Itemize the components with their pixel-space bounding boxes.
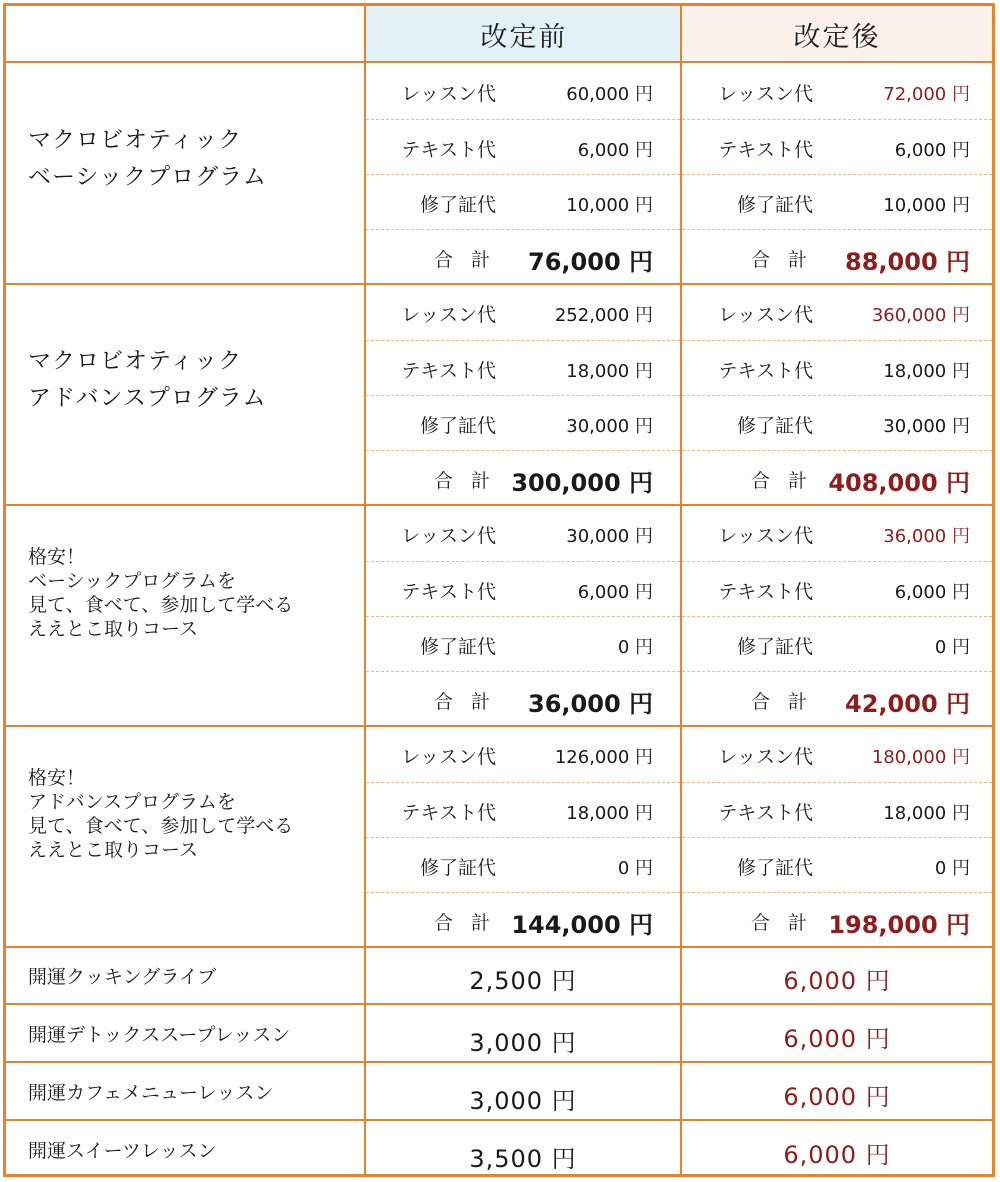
- total-label: 合 計: [433, 248, 496, 271]
- before-text-amount: 6,000 円: [577, 139, 653, 161]
- course-name-line: マクロビオティック: [28, 347, 243, 374]
- course-name: [6, 726, 366, 947]
- before-price: 3,000 円: [469, 1087, 577, 1115]
- row-separator: [682, 561, 992, 562]
- row-separator: [682, 340, 992, 341]
- fee-label-text: テキスト代: [718, 359, 813, 382]
- fee-label-text: テキスト代: [401, 801, 496, 824]
- total-label: 合 計: [433, 690, 496, 713]
- before-total-amount: 144,000 円: [511, 910, 653, 939]
- total-label: 合 計: [750, 690, 813, 713]
- fee-label-lesson: レッスン代: [401, 525, 496, 547]
- row-separator: [682, 837, 992, 838]
- before-lesson-amount: 252,000 円: [554, 305, 653, 326]
- after-lesson-amount: 36,000 円: [883, 526, 970, 547]
- row-bottom-line: [6, 1119, 992, 1121]
- row-separator: [682, 395, 992, 396]
- lesson-name: 開運デトックススープレッスン: [28, 1024, 291, 1046]
- before-price: 3,500 円: [469, 1145, 577, 1173]
- after-total-amount: 88,000 円: [845, 247, 970, 276]
- after-price: 6,000 円: [783, 1025, 891, 1053]
- header-after-revision: 改定後: [682, 6, 992, 63]
- after-text-amount: 18,000 円: [883, 360, 970, 382]
- fee-label-lesson: レッスン代: [718, 83, 813, 105]
- after-lesson-amount: 180,000 円: [871, 747, 970, 768]
- row-separator: [682, 782, 992, 783]
- fee-label-cert: 修了証代: [736, 193, 813, 216]
- after-cert-amount: 0 円: [934, 857, 970, 879]
- fee-label-cert: 修了証代: [736, 635, 813, 658]
- total-label: 合 計: [433, 911, 496, 934]
- before-cert-amount: 0 円: [617, 636, 653, 658]
- before-price: 3,000 円: [469, 1029, 577, 1057]
- fee-label-lesson: レッスン代: [718, 304, 813, 326]
- course-name-line: 見て、食べて、参加して学べる: [28, 815, 294, 837]
- row-separator: [366, 561, 680, 562]
- course-name-line: 見て、食べて、参加して学べる: [28, 594, 294, 616]
- fee-label-text: テキスト代: [401, 138, 496, 161]
- row-separator: [682, 671, 992, 672]
- course-name: [6, 284, 366, 505]
- before-lesson-amount: 60,000 円: [566, 84, 653, 105]
- course-name: [6, 63, 366, 284]
- fee-label-lesson: レッスン代: [401, 746, 496, 768]
- row-separator: [682, 892, 992, 893]
- row-bottom-line: [6, 1003, 992, 1005]
- fee-label-lesson: レッスン代: [401, 83, 496, 105]
- after-text-amount: 6,000 円: [894, 581, 970, 603]
- row-separator: [366, 782, 680, 783]
- fee-label-text: テキスト代: [401, 580, 496, 603]
- before-lesson-amount: 30,000 円: [566, 526, 653, 547]
- before-lesson-amount: 126,000 円: [554, 747, 653, 768]
- row-separator: [682, 450, 992, 451]
- before-cert-amount: 0 円: [617, 857, 653, 879]
- row-separator: [366, 229, 680, 230]
- row-separator: [682, 119, 992, 120]
- before-text-amount: 18,000 円: [566, 802, 653, 824]
- row-separator: [366, 119, 680, 120]
- after-total-amount: 198,000 円: [828, 910, 970, 939]
- row-separator: [366, 616, 680, 617]
- after-price: 6,000 円: [783, 1083, 891, 1111]
- course-name-line: ベーシックプログラム: [28, 163, 267, 190]
- after-lesson-amount: 360,000 円: [871, 305, 970, 326]
- course-name-line: アドバンスプログラムを: [28, 791, 236, 813]
- fee-label-cert: 修了証代: [736, 414, 813, 437]
- header-before-revision: 改定前: [366, 6, 682, 63]
- course-name-line: ベーシックプログラムを: [28, 570, 237, 592]
- before-total-amount: 76,000 円: [528, 247, 653, 276]
- fee-label-text: テキスト代: [718, 801, 813, 824]
- fee-label-cert: 修了証代: [736, 856, 813, 879]
- group-bottom-line: [6, 946, 992, 948]
- total-label: 合 計: [433, 469, 496, 492]
- before-price: 2,500 円: [469, 967, 577, 995]
- total-label: 合 計: [750, 469, 813, 492]
- row-separator: [366, 340, 680, 341]
- before-text-amount: 6,000 円: [577, 581, 653, 603]
- after-price: 6,000 円: [783, 1141, 891, 1169]
- fee-label-lesson: レッスン代: [718, 746, 813, 768]
- row-separator: [366, 395, 680, 396]
- after-text-amount: 6,000 円: [894, 139, 970, 161]
- after-cert-amount: 10,000 円: [883, 194, 970, 216]
- fee-label-cert: 修了証代: [419, 193, 496, 216]
- total-label: 合 計: [750, 911, 813, 934]
- before-cert-amount: 10,000 円: [566, 194, 653, 216]
- row-separator: [366, 837, 680, 838]
- fee-label-cert: 修了証代: [419, 856, 496, 879]
- before-total-amount: 300,000 円: [511, 468, 653, 497]
- after-price: 6,000 円: [783, 967, 891, 995]
- course-name: [6, 505, 366, 726]
- row-separator: [366, 671, 680, 672]
- total-label: 合 計: [750, 248, 813, 271]
- after-total-amount: 408,000 円: [828, 468, 970, 497]
- course-name-line: 格安！: [28, 546, 86, 568]
- row-separator: [366, 892, 680, 893]
- before-total-amount: 36,000 円: [528, 689, 653, 718]
- after-lesson-amount: 72,000 円: [883, 84, 970, 105]
- lesson-name: 開運カフェメニューレッスン: [28, 1082, 274, 1104]
- fee-label-cert: 修了証代: [419, 414, 496, 437]
- row-separator: [366, 174, 680, 175]
- row-separator: [366, 450, 680, 451]
- fee-label-text: テキスト代: [401, 359, 496, 382]
- row-separator: [682, 229, 992, 230]
- fee-label-lesson: レッスン代: [718, 525, 813, 547]
- course-name-line: マクロビオティック: [28, 126, 243, 153]
- course-name-line: 格安！: [28, 767, 86, 789]
- before-cert-amount: 30,000 円: [566, 415, 653, 437]
- row-separator: [682, 174, 992, 175]
- course-name-line: ええとこ取りコース: [28, 618, 199, 640]
- after-cert-amount: 0 円: [934, 636, 970, 658]
- row-bottom-line: [6, 1061, 992, 1063]
- lesson-name: 開運クッキングライブ: [28, 966, 217, 988]
- after-total-amount: 42,000 円: [845, 689, 970, 718]
- after-cert-amount: 30,000 円: [883, 415, 970, 437]
- lesson-name: 開運スイーツレッスン: [28, 1140, 217, 1162]
- row-separator: [682, 616, 992, 617]
- price-revision-table: [3, 3, 995, 1177]
- header-blank-cell: [6, 6, 366, 63]
- fee-label-text: テキスト代: [718, 138, 813, 161]
- course-name-line: ええとこ取りコース: [28, 839, 199, 861]
- after-text-amount: 18,000 円: [883, 802, 970, 824]
- before-text-amount: 18,000 円: [566, 360, 653, 382]
- fee-label-cert: 修了証代: [419, 635, 496, 658]
- fee-label-text: テキスト代: [718, 580, 813, 603]
- fee-label-lesson: レッスン代: [401, 304, 496, 326]
- course-name-line: アドバンスプログラム: [28, 384, 267, 411]
